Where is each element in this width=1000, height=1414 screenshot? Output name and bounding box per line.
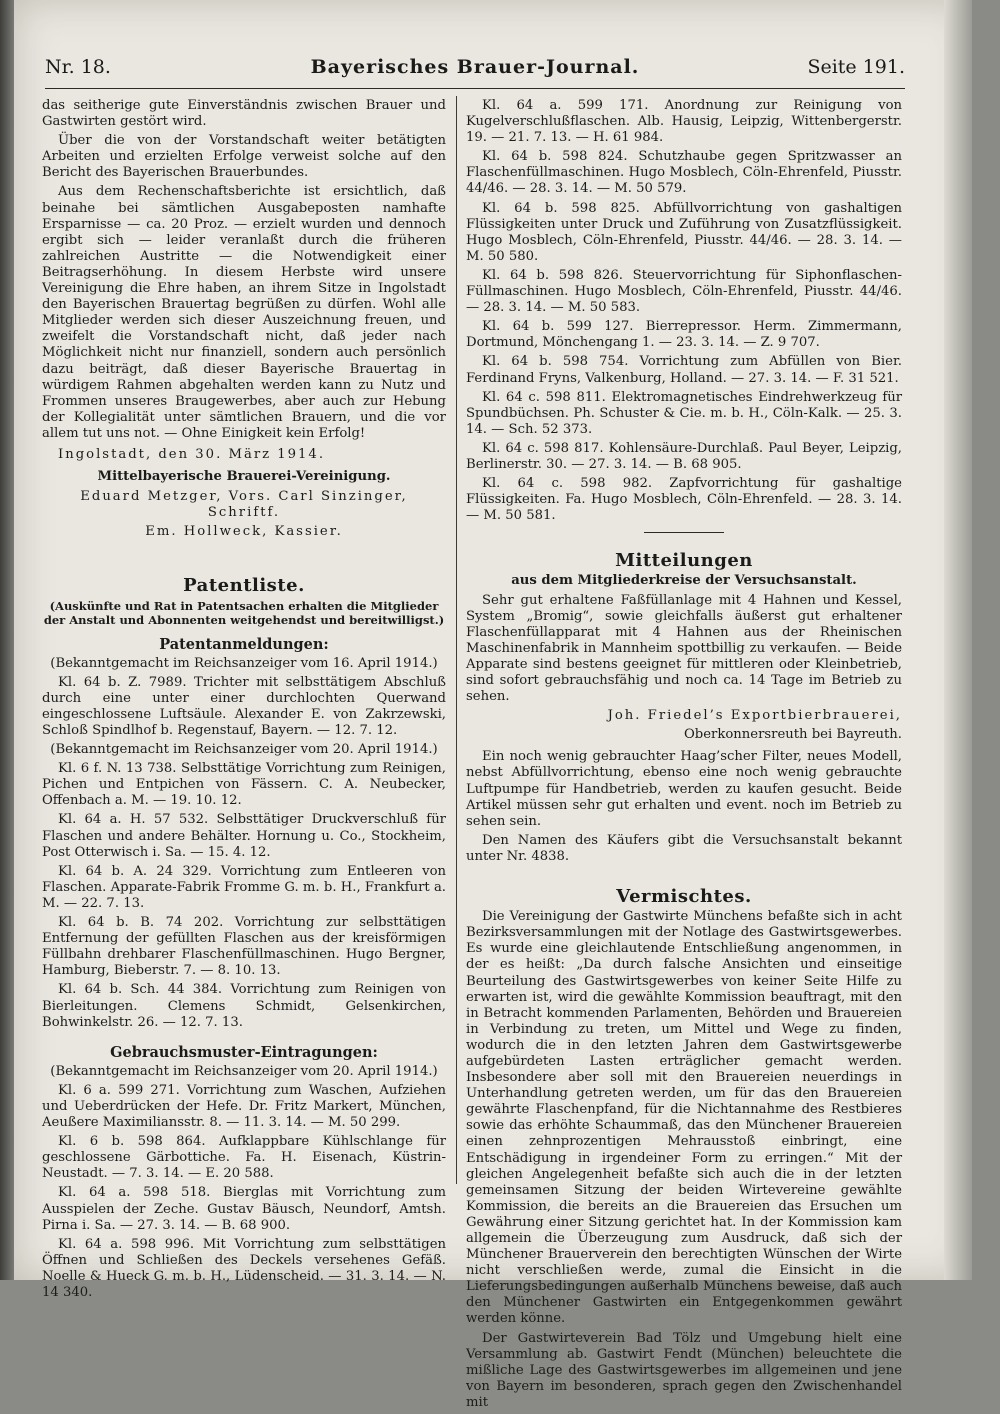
left-column	[42, 98, 446, 1304]
notice-signature: Oberkonnersreuth bei Bayreuth.	[684, 727, 902, 743]
patent-entry: Kl. 64 a. H. 57 532. Selbsttätiger Druckverschluß für Flaschen und andere Behälter. Hornung u. Co., Stockheim, Post Otterwisch i. Sa. — 15. 4. 12.	[42, 812, 446, 860]
organization-name: Mittelbayerische Brauerei-Vereinigung.	[97, 469, 391, 485]
notice-paragraph: Ein noch wenig gebrauchter Haag’scher Filter, neues Modell, nebst Abfüllvorrichtung, ebenso eine noch wenig gebrauchte Luftpumpe für Handbetrieb, werden zu kaufen gesucht. Beide Artikel müssen sehr gut erhalten und event. noch im Betrieb zu sehen sein.	[466, 749, 902, 829]
utility-model-entry: Kl. 64 b. 598 825. Abfüllvorrichtung von gashaltigen Flüssigkeiten unter Druck und Zuführung von Zusatzflüssigkeit. Hugo Mosblech, Cöln-Ehrenfeld, Piusstr. 44/46. — 28. 3. 14. — M. 50 580.	[466, 200, 902, 264]
notice-paragraph: Sehr gut erhaltene Faßfüllanlage mit 4 Hahnen und Kessel, System „Bromig“, sowie gleichfalls äußerst gut erhaltener Flaschenfüllapparat mit 4 Hahnen aus der Rheinischen Maschinenfabrik in Mannheim spottbillig zu verkaufen. — Beide Apparate sind bestens geeignet für mittleren oder Kleinbetrieb, sind sofort gebrauchsfähig und noch ca. 14 Tage im Betrieb zu sehen.	[466, 592, 902, 705]
section-subtitle: aus dem Mitgliederkreise der Versuchsanstalt.	[511, 573, 857, 589]
page-header	[45, 56, 905, 86]
utility-model-entry: Kl. 64 c. 598 811. Elektromagnetisches Eindrehwerkzeug für Spundbüchsen. Ph. Schuster & Cie. m. b. H., Cöln-Kalk. — 25. 3. 14. — Sch. 52 373.	[466, 389, 902, 437]
dateline: Ingolstadt, den 30. März 1914.	[58, 446, 326, 462]
utility-model-entry: Kl. 64 a. 598 996. Mit Vorrichtung zum selbsttätigen Öffnen und Schließen des Deckels versehenes Gefäß. Noelle & Hueck G. m. b. H., Lüdenscheid. — 31. 3. 14. — N. 14 340.	[42, 1236, 446, 1300]
publication-note: (Bekanntgemacht im Reichsanzeiger vom 20. April 1914.)	[50, 1063, 438, 1079]
article-paragraph: Der Gastwirteverein Bad Tölz und Umgebung hielt eine Versammlung ab. Gastwirt Fendt (München) beleuchtete die mißliche Lage des Gastwirtsgewerbes im allgemeinen und jene von Bayern im besonderen, sprach gegen den Zwischenhandel mit	[466, 1330, 902, 1410]
notice-paragraph: Den Namen des Käufers gibt die Versuchsanstalt bekannt unter Nr. 4838.	[466, 832, 902, 864]
utility-model-entry: Kl. 64 a. 598 518. Bierglas mit Vorrichtung zum Ausspielen der Zeche. Gustav Bäusch, Neundorf, Amtsh. Pirna i. Sa. — 27. 3. 14. — B. 68 900.	[42, 1185, 446, 1233]
paragraph: Aus dem Rechenschaftsberichte ist ersichtlich, daß beinahe bei sämtlichen Ausgabeposten namhafte Ersparnisse — ca. 20 Proz. — erzielt wurden und dennoch ergibt sich — leider veranlaßt durch die früheren zahlreichen Austritte — die Notwendigkeit einer Beitragserhöhung. In diesem Herbste wird unsere Vereinigung die Ehre haben, an ihrem Sitze in Ingolstadt den Bayerischen Brauertag begrüßen zu dürfen. Wohl alle Mitglieder werden sich dieser Auszeichnung freuen, und zweifelt die Vorstandschaft nicht, daß jeder nach Möglichkeit nicht nur finanziell, sondern auch persönlich dazu beiträgt, daß dieser Bayerische Brauertag in würdigem Rahmen abgehalten werden kann zu Nutz und Frommen unseres Braugewerbes, aber auch zur Hebung der Kollegialität unter sämtlichen Brauern, und die vor allem tut uns not. — Ohne Einigkeit kein Erfolg!	[42, 184, 446, 441]
utility-model-entry: Kl. 64 b. 599 127. Bierrepressor. Herm. Zimmermann, Dortmund, Mönchengang 1. — 23. 3. 14. — Z. 9 707.	[466, 319, 902, 351]
utility-model-entry: Kl. 64 b. 598 754. Vorrichtung zum Abfüllen von Bier. Ferdinand Fryns, Valkenburg, Holland. — 27. 3. 14. — F. 31 521.	[466, 354, 902, 386]
publication-note: (Bekanntgemacht im Reichsanzeiger vom 20. April 1914.)	[50, 742, 438, 758]
patent-entry: Kl. 6 f. N. 13 738. Selbsttätige Vorrichtung zum Reinigen, Pichen und Entpichen von Fässern. C. A. Neubecker, Offenbach a. M. — 19. 10. 12.	[42, 761, 446, 809]
notice-signature: Joh. Friedel’s Exportbierbrauerei,	[607, 708, 902, 724]
utility-model-entry: Kl. 64 b. 598 826. Steuervorrichtung für Siphonflaschen-Füllmaschinen. Hugo Mosblech, Cöln-Ehrenfeld, Piusstr. 44/46. — 28. 3. 14. — M. 50 583.	[466, 267, 902, 316]
utility-model-entry: Kl. 64 a. 599 171. Anordnung zur Reinigung von Kugelverschlußflaschen. Alb. Hausig, Leipzig, Wittenbergerstr. 19. — 21. 7. 13. — H. 61 984.	[466, 98, 902, 146]
patent-entry: Kl. 64 b. Sch. 44 384. Vorrichtung zum Reinigen von Bierleitungen. Clemens Schmidt, Gelsenkirchen, Bohwinkelstr. 26. — 12. 7. 13.	[42, 982, 446, 1030]
signatures-line-1: Eduard Metzger, Vors. Carl Sinzinger, Schriftf.	[80, 489, 408, 521]
right-column	[466, 98, 902, 1414]
column-divider	[456, 96, 457, 1184]
paragraph: Über die von der Vorstandschaft weiter betätigten Arbeiten und erzielten Erfolge verweist solche auf den Bericht des Bayerischen Brauerbundes.	[42, 133, 446, 181]
utility-model-entry: Kl. 6 b. 598 864. Aufklappbare Kühlschlange für geschlossene Gärbottiche. Fa. H. Eisenach, Küstrin-Neustadt. — 7. 3. 14. — E. 20 588.	[42, 1134, 446, 1182]
publication-note: (Bekanntgemacht im Reichsanzeiger vom 16. April 1914.)	[50, 655, 438, 671]
page-number: Seite 191.	[807, 56, 905, 78]
patent-entry: Kl. 64 b. Z. 7989. Trichter mit selbsttätigem Abschluß durch eine unter einer durchlochten Querwand eingeschlossene Luftsäule. Alexander E. von Zakrzewski, Schloß Spindlhof b. Regenstauf, Bayern. — 12. 7. 12.	[42, 674, 446, 738]
section-subtitle: (Auskünfte und Rat in Patentsachen erhalten die Mitglieder der Anstalt und Abonnenten weitgehendst und bereitwilligst.)	[43, 598, 445, 627]
journal-title: Bayerisches Brauer-Journal.	[310, 56, 640, 78]
page-edge	[944, 0, 972, 1280]
utility-model-entry: Kl. 6 a. 599 271. Vorrichtung zum Waschen, Aufziehen und Ueberdrücken der Hefe. Dr. Fritz Markert, München, Aeußere Maximiliansstr. 8. — 11. 3. 14. — M. 50 299.	[42, 1082, 446, 1131]
subsection-title-anmeldungen: Patentanmeldungen:	[159, 635, 329, 653]
book-gutter	[0, 0, 14, 1280]
utility-model-entry: Kl. 64 c. 598 817. Kohlensäure-Durchlaß. Paul Beyer, Leipzig, Berlinerstr. 30. — 27. 3. 14. — B. 68 905.	[466, 440, 902, 472]
section-title-mitteilungen: Mitteilungen	[615, 550, 753, 572]
short-divider	[644, 532, 724, 533]
signatures-line-2: Em. Hollweck, Kassier.	[145, 524, 343, 540]
paragraph: das seitherige gute Einverständnis zwischen Brauer und Gastwirten gestört wird.	[42, 98, 446, 130]
article-paragraph: Die Vereinigung der Gastwirte Münchens befaßte sich in acht Bezirksversammlungen mit der Notlage des Gastwirtsgewerbes. Es wurde eine gleichlautende Entschließung angenommen, in der es heißt: „Da durch falsche Ansichten und einseitige Beurteilung des Gastwirtsgewerbes von keiner Seite Hilfe zu erwarten ist, wird die gewählte Kommission beauftragt, mit den in Betracht kommenden Parlamenten, Behörden und Brauereien in Verbindung zu treten, um Mittel und Wege zu finden, wodurch die in den letzten Jahren dem Gastwirtsgewerbe aufgebürdeten Lasten erträglicher gemacht werden. Insbesondere aber soll mit den Brauereien neuerdings in Unterhandlung getreten werden, um für das den Brauereien gewährte Flaschenpfand, für die Nichtannahme des Restbieres sowie das erhöhte Schaummaß, das den Münchener Brauereien einen zehnprozentigen Mehrausstoß einbringt, eine Entschädigung in irgendeiner Form zu erringen.“ Mit der gleichen Angelegenheit befaßte sich auch die in der letzten gemeinsamen Sitzung der beiden Wirtevereine gewählte Kommission, die bereits an die Brauereien das Ersuchen um Gewährung einer Sitzung gerichtet hat. In der Kommission kam allgemein die Überzeugung zum Ausdruck, daß sich der Münchener Brauerverein den berechtigten Wünschen der Wirte nicht verschließen werde, zumal die Einsicht in die Lieferungsbedingungen außerhalb Münchens beweise, daß auch den Münchener Gastwirten ein Entgegenkommen gewährt werden könne.	[466, 909, 902, 1327]
utility-model-entry: Kl. 64 b. 598 824. Schutzhaube gegen Spritzwasser an Flaschenfüllmaschinen. Hugo Mosblech, Cöln-Ehrenfeld, Piusstr. 44/46. — 28. 3. 14. — M. 50 579.	[466, 149, 902, 197]
subsection-title-gebrauchsmuster: Gebrauchsmuster-Eintragungen:	[110, 1043, 378, 1061]
utility-model-entry: Kl. 64 c. 598 982. Zapfvorrichtung für gashaltige Flüssigkeiten. Fa. Hugo Mosblech, Cöln-Ehrenfeld. — 28. 3. 14. — M. 50 581.	[466, 476, 902, 524]
header-rule	[45, 88, 905, 89]
issue-number: Nr. 18.	[45, 56, 111, 78]
patent-entry: Kl. 64 b. A. 24 329. Vorrichtung zum Entleeren von Flaschen. Apparate-Fabrik Fromme G. m. b. H., Frankfurt a. M. — 22. 7. 13.	[42, 863, 446, 911]
patent-entry: Kl. 64 b. B. 74 202. Vorrichtung zur selbsttätigen Entfernung der gefüllten Flaschen aus der kreisförmigen Füllbahn drehbarer Flaschenfüllmaschinen. Hugo Bergner, Hamburg, Bieberstr. 7. — 8. 10. 13.	[42, 915, 446, 979]
section-title-patentliste: Patentliste.	[183, 575, 305, 597]
section-title-vermischtes: Vermischtes.	[616, 886, 752, 908]
